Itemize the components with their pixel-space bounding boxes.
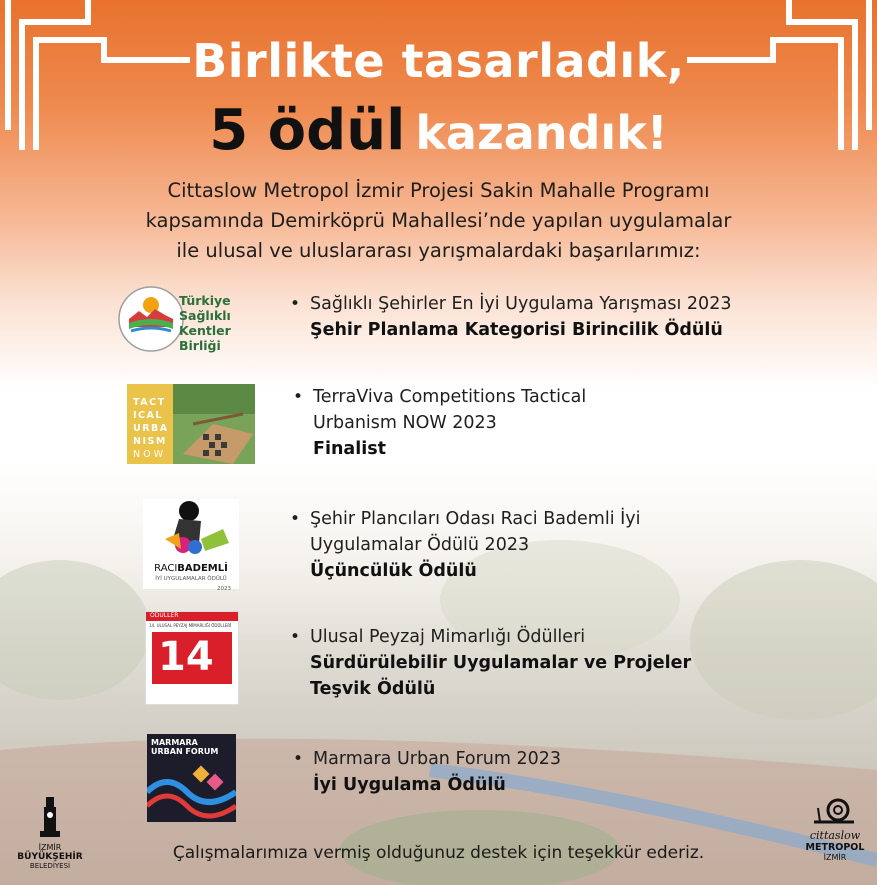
- logo-text: İZMİR: [38, 843, 62, 852]
- award-2: • TerraViva Competitions Tactical Urbanism NOW 2023 Finalist: [313, 384, 586, 462]
- headline-line2: [0, 98, 877, 163]
- logo-text: ICAL: [133, 410, 163, 421]
- izmir-buyuksehir-logo: [10, 795, 90, 875]
- logo-text: TACT: [133, 397, 166, 408]
- award-1: • Sağlıklı Şehirler En İyi Uygulama Yarışması 2023 Şehir Planlama Kategorisi Birincilik Ödülü: [310, 291, 731, 343]
- logo-text: İZMİR: [823, 853, 847, 862]
- headline-rest: kazandık!: [415, 106, 668, 160]
- thanks-text: Çalışmalarımıza vermiş olduğunuz destek için teşekkür ederiz.: [172, 843, 705, 863]
- logo-text: 2023: [217, 586, 231, 592]
- snail-icon: [810, 796, 860, 826]
- award-result: Şehir Planlama Kategorisi Birincilik Ödülü: [310, 320, 723, 340]
- award-title: Sağlıklı Şehirler En İyi Uygulama Yarışması 2023: [310, 294, 732, 314]
- award-title: Marmara Urban Forum 2023: [313, 749, 562, 769]
- intro-text: [100, 176, 777, 266]
- award-4: • Ulusal Peyzaj Mimarlığı Ödülleri Sürdürülebilir Uygulamalar ve Projeler Teşvik Ödülü: [310, 624, 691, 702]
- logo-text: URBA: [133, 423, 169, 434]
- headline: Birlikte tasarladık,: [192, 34, 685, 88]
- logo-text: BÜYÜKŞEHİR: [17, 852, 83, 862]
- peyzaj-odulleri-logo: [145, 611, 239, 705]
- tactical-urbanism-logo: [127, 384, 255, 464]
- award-count: 5 ödül: [209, 98, 406, 163]
- logo-text: cittaslow: [809, 829, 861, 842]
- logo-text: BADEMLİ: [177, 563, 228, 574]
- logo-text: RACI: [154, 563, 178, 574]
- marmara-urban-forum-logo: [147, 734, 236, 822]
- award-result: Finalist: [313, 439, 386, 459]
- logo-text: 14: [158, 634, 214, 680]
- logo-text: Türkiye: [179, 293, 231, 308]
- award-3: • Şehir Plancıları Odası Raci Bademli İyi Uygulamalar Ödülü 2023 Üçüncülük Ödülü: [310, 506, 641, 584]
- award-title: Şehir Plancıları Odası Raci Bademli İyi: [310, 509, 641, 529]
- intro-line: Cittaslow Metropol İzmir Projesi Sakin Mahalle Programı: [167, 179, 710, 202]
- logo-text: Sağlıklı Kentler: [179, 308, 231, 338]
- award-result: İyi Uygulama Ödülü: [313, 775, 506, 795]
- intro-line: kapsamında Demirköprü Mahallesi’nde yapılan uygulamalar: [145, 209, 732, 232]
- raci-bademli-logo: [143, 499, 239, 592]
- logo-text: İYİ UYGULAMALAR ÖDÜLÜ: [155, 576, 227, 582]
- logo-text: 14. ULUSAL PEYZAJ MİMARLIĞI ÖDÜLLERİ: [149, 623, 232, 628]
- logo-text: Birliği: [179, 338, 221, 353]
- saglikli-kentler-logo: [117, 285, 277, 353]
- logo-text: ÖDÜLLER: [146, 612, 238, 621]
- logo-text: URBAN FORUM: [151, 747, 219, 756]
- award-title: Ulusal Peyzaj Mimarlığı Ödülleri: [310, 627, 586, 647]
- award-result: Teşvik Ödülü: [310, 679, 436, 699]
- logo-text: MARMARA: [151, 738, 198, 747]
- award-result: Sürdürülebilir Uygulamalar ve Projeler: [310, 653, 692, 673]
- award-5: • Marmara Urban Forum 2023 İyi Uygulama Ödülü: [313, 746, 561, 798]
- cittaslow-metropol-logo: [795, 796, 875, 876]
- award-title: TerraViva Competitions Tactical: [313, 387, 587, 407]
- logo-text: BELEDİYESİ: [29, 862, 71, 870]
- award-result: Üçüncülük Ödülü: [310, 561, 477, 581]
- intro-line: ile ulusal ve uluslararası yarışmalardaki başarılarımız:: [176, 239, 701, 262]
- logo-text: METROPOL: [805, 842, 865, 853]
- clock-tower-icon: [35, 795, 65, 839]
- logo-text: NISM: [133, 436, 167, 447]
- award-title: Urbanism NOW 2023: [313, 413, 497, 433]
- award-title: Uygulamalar Ödülü 2023: [310, 535, 530, 555]
- logo-text: NOW: [133, 449, 166, 460]
